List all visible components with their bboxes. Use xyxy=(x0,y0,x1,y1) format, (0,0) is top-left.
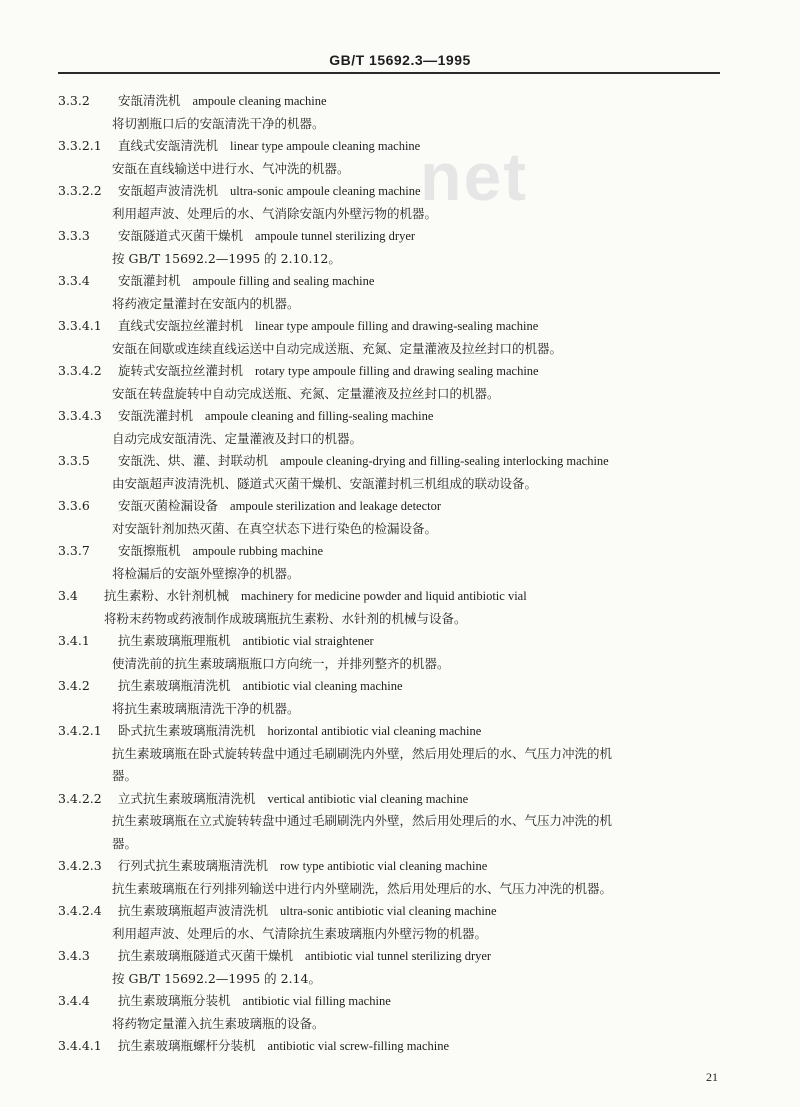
term-list xyxy=(0,90,800,1058)
term-entry xyxy=(0,855,800,900)
term-english: machinery for medicine powder and liquid antibiotic vial xyxy=(241,589,527,603)
term-english: ultra-sonic antibiotic vial cleaning machine xyxy=(280,904,497,918)
term-entry xyxy=(0,630,800,675)
term-heading xyxy=(0,135,800,158)
term-entry xyxy=(0,225,800,270)
term-number: 3.4.2.3 xyxy=(58,858,102,873)
term-heading xyxy=(0,990,800,1013)
term-heading xyxy=(0,225,800,248)
term-number: 3.3.4.3 xyxy=(58,408,102,423)
term-chinese: 卧式抗生素玻璃瓶清洗机 xyxy=(118,723,256,738)
term-english: ampoule filling and sealing machine xyxy=(192,274,375,288)
term-chinese: 抗生素玻璃瓶分装机 xyxy=(118,993,231,1008)
term-english: antibiotic vial filling machine xyxy=(242,994,391,1008)
term-number: 3.3.4.2 xyxy=(58,363,102,378)
term-chinese: 安瓿隧道式灭菌干燥机 xyxy=(118,228,244,243)
term-entry xyxy=(0,90,800,135)
term-heading xyxy=(0,855,800,878)
term-number: 3.3.3 xyxy=(58,228,90,243)
term-heading xyxy=(0,720,800,743)
term-definition: 抗生素玻璃瓶在立式旋转转盘中通过毛刷刷洗内外壁，然后用处理后的水、气压力冲洗的机 xyxy=(112,813,613,828)
term-entry xyxy=(0,990,800,1035)
term-entry xyxy=(0,315,800,360)
term-number: 3.3.5 xyxy=(58,453,90,468)
term-english: ampoule cleaning and filling-sealing machine xyxy=(205,409,434,423)
term-entry xyxy=(0,360,800,405)
term-definition: 将药液定量灌封在安瓿内的机器。 xyxy=(112,295,300,311)
term-entry xyxy=(0,788,800,856)
term-chinese: 安瓿洗灌封机 xyxy=(118,408,194,423)
term-definition: 安瓿在转盘旋转中自动完成送瓶、充氮、定量灌液及拉丝封口的机器。 xyxy=(112,385,500,401)
term-heading xyxy=(0,450,800,473)
term-english: vertical antibiotic vial cleaning machine xyxy=(267,791,469,806)
term-number: 3.4.3 xyxy=(58,948,90,963)
term-heading xyxy=(0,945,800,968)
term-number: 3.3.6 xyxy=(58,498,90,513)
term-number: 3.4.2.1 xyxy=(58,723,102,738)
term-definition: 将药物定量灌入抗生素玻璃瓶的设备。 xyxy=(112,1015,325,1031)
term-chinese: 旋转式安瓿拉丝灌封机 xyxy=(118,363,244,378)
term-number: 3.4 xyxy=(58,588,78,603)
term-number: 3.4.4.1 xyxy=(58,1038,102,1053)
term-english: ampoule cleaning machine xyxy=(192,94,327,108)
term-heading xyxy=(0,315,800,338)
term-entry xyxy=(0,720,800,788)
term-definition: 将切割瓶口后的安瓿清洗干净的机器。 xyxy=(112,115,325,131)
term-definition: 将检漏后的安瓿外壁擦净的机器。 xyxy=(112,565,300,581)
term-number: 3.4.2.4 xyxy=(58,903,102,918)
term-heading xyxy=(0,630,800,653)
term-chinese: 直线式安瓿拉丝灌封机 xyxy=(118,318,244,333)
page-header: GB/T 15692.3—1995 xyxy=(329,52,471,68)
term-number: 3.3.2.2 xyxy=(58,183,102,198)
term-english: ampoule rubbing machine xyxy=(192,544,324,558)
term-number: 3.3.7 xyxy=(58,543,90,558)
term-entry xyxy=(0,495,800,540)
term-chinese: 抗生素玻璃瓶螺杆分装机 xyxy=(118,1038,256,1053)
term-heading xyxy=(0,1035,800,1058)
term-definition: 按 GB/T 15692.2—1995 的 2.10.12。 xyxy=(112,250,341,266)
term-entry xyxy=(0,405,800,450)
term-number: 3.3.2 xyxy=(58,93,90,108)
term-chinese: 行列式抗生素玻璃瓶清洗机 xyxy=(118,858,269,873)
term-entry xyxy=(0,900,800,945)
term-definition: 将抗生素玻璃瓶清洗干净的机器。 xyxy=(112,700,300,716)
term-chinese: 安瓿超声波清洗机 xyxy=(118,183,219,198)
term-english: ampoule sterilization and leakage detector xyxy=(230,499,442,513)
term-chinese: 抗生素玻璃瓶清洗机 xyxy=(118,678,231,693)
term-number: 3.3.4.1 xyxy=(58,318,102,333)
term-english: ampoule tunnel sterilizing dryer xyxy=(255,229,416,243)
term-chinese: 安瓿洗、烘、灌、封联动机 xyxy=(118,453,269,468)
term-number: 3.4.2 xyxy=(58,678,90,693)
term-chinese: 抗生素玻璃瓶理瓶机 xyxy=(118,633,231,648)
term-definition: 利用超声波、处理后的水、气清除抗生素玻璃瓶内外壁污物的机器。 xyxy=(112,925,488,941)
term-chinese: 抗生素粉、水针剂机械 xyxy=(104,588,230,603)
term-heading xyxy=(0,90,800,113)
term-heading xyxy=(0,495,800,518)
term-chinese: 直线式安瓿清洗机 xyxy=(118,138,219,153)
term-english: rotary type ampoule filling and drawing sealing machine xyxy=(255,364,539,378)
term-definition: 对安瓿针剂加热灭菌、在真空状态下进行染色的检漏设备。 xyxy=(112,520,438,536)
term-chinese: 安瓿灌封机 xyxy=(118,273,181,288)
term-heading xyxy=(0,360,800,383)
term-english: ultra-sonic ampoule cleaning machine xyxy=(230,184,421,198)
term-entry xyxy=(0,450,800,495)
term-definition: 器。 xyxy=(112,835,138,851)
term-entry xyxy=(0,180,800,225)
term-number: 3.3.4 xyxy=(58,273,90,288)
term-chinese: 抗生素玻璃瓶隧道式灭菌干燥机 xyxy=(118,948,294,963)
term-chinese: 安瓿灭菌检漏设备 xyxy=(118,498,219,513)
term-english: linear type ampoule filling and drawing-sealing machine xyxy=(255,319,539,333)
term-entry xyxy=(0,945,800,990)
term-heading xyxy=(0,180,800,203)
term-number: 3.4.1 xyxy=(58,633,90,648)
term-definition: 器。 xyxy=(112,768,138,783)
term-entry xyxy=(0,540,800,585)
term-chinese: 安瓿擦瓶机 xyxy=(118,543,181,558)
term-definition: 按 GB/T 15692.2—1995 的 2.14。 xyxy=(112,970,321,986)
term-number: 3.4.2.2 xyxy=(58,790,102,806)
term-number: 3.4.4 xyxy=(58,993,90,1008)
term-heading xyxy=(0,788,800,811)
page-number: 21 xyxy=(706,1070,718,1084)
watermark: net xyxy=(420,139,528,215)
term-number: 3.3.2.1 xyxy=(58,138,102,153)
term-heading xyxy=(0,540,800,563)
term-definition: 安瓿在间歇或连续直线运送中自动完成送瓶、充氮、定量灌液及拉丝封口的机器。 xyxy=(112,340,563,356)
term-english: antibiotic vial cleaning machine xyxy=(242,679,403,693)
term-entry xyxy=(0,585,800,630)
term-entry xyxy=(0,135,800,180)
header-rule xyxy=(58,72,720,74)
term-definition: 利用超声波、处理后的水、气消除安瓿内外壁污物的机器。 xyxy=(112,205,438,221)
term-definition: 由安瓿超声波清洗机、隧道式灭菌干燥机、安瓿灌封机三机组成的联动设备。 xyxy=(112,475,538,491)
term-chinese: 立式抗生素玻璃瓶清洗机 xyxy=(118,790,256,806)
term-heading xyxy=(0,675,800,698)
term-english: antibiotic vial straightener xyxy=(242,634,374,648)
term-entry xyxy=(0,270,800,315)
term-english: antibiotic vial tunnel sterilizing dryer xyxy=(305,949,492,963)
term-heading xyxy=(0,900,800,923)
term-heading xyxy=(0,270,800,293)
term-chinese: 抗生素玻璃瓶超声波清洗机 xyxy=(118,903,269,918)
term-entry xyxy=(0,1035,800,1058)
term-definition: 抗生素玻璃瓶在行列排列输送中进行内外壁刷洗，然后用处理后的水、气压力冲洗的机器。 xyxy=(112,880,613,896)
term-english: linear type ampoule cleaning machine xyxy=(230,139,421,153)
term-heading xyxy=(0,405,800,428)
term-english: ampoule cleaning-drying and filling-sealing interlocking machine xyxy=(280,454,609,468)
term-definition: 将粉末药物或药液制作成玻璃瓶抗生素粉、水针剂的机械与设备。 xyxy=(104,610,467,626)
term-definition: 自动完成安瓿清洗、定量灌液及封口的机器。 xyxy=(112,430,363,446)
term-english: antibiotic vial screw-filling machine xyxy=(267,1039,450,1053)
term-definition: 抗生素玻璃瓶在卧式旋转转盘中通过毛刷刷洗内外壁，然后用处理后的水、气压力冲洗的机 xyxy=(112,745,613,761)
term-entry xyxy=(0,675,800,720)
term-english: horizontal antibiotic vial cleaning machine xyxy=(267,724,482,738)
term-heading xyxy=(0,585,800,608)
term-chinese: 安瓿清洗机 xyxy=(118,93,181,108)
term-definition: 使清洗前的抗生素玻璃瓶瓶口方向统一，并排列整齐的机器。 xyxy=(112,655,450,671)
term-definition: 安瓿在直线输送中进行水、气冲洗的机器。 xyxy=(112,160,350,176)
term-english: row type antibiotic vial cleaning machine xyxy=(280,859,488,873)
